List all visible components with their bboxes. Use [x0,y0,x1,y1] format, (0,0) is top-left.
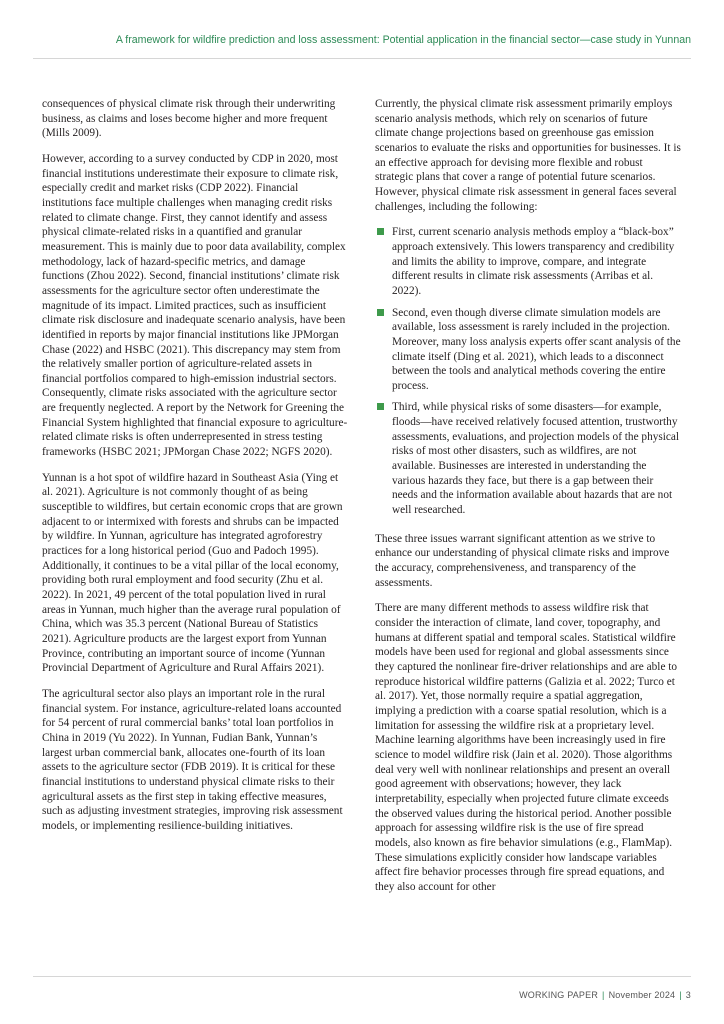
body-paragraph: These three issues warrant significant attention as we strive to enhance our understanding of physical climate risks and improve the accuracy, comprehensiveness, and transparency of the assessments. [375,532,670,589]
square-bullet-icon [377,403,384,410]
list-item [375,306,681,394]
footer-separator: | [679,990,682,1000]
list-item-text: First, current scenario analysis methods employ a “black-box” approach extensively. This lowers transparency and credibility and limits the ability to improve, compare, and integrate different results in climate risk assessments (Arribas et al. 2022). [392,226,675,297]
body-paragraph: There are many different methods to assess wildfire risk that consider the interaction of climate, land cover, topography, and humans at different spatial and temporal scales. Statistical wildfire models have been used for regional and global assessments since they captured the nonlinear fire-driver relationships and are able to reproduce historical wildfire patterns (Galizia et al. 2022; Turco et al. 2017). Yet, those normally require a spatial aggregation, implying a prediction with a coarse spatial resolution, which is a limitation for assessing the wildfire risk at a proprietary level. Machine learning algorithms have been increasingly used in fire science to model wildfire risk (Jain et al. 2020). Those algorithms deal very well with nonlinear relationships and present an overall good agreement with observations; however, they lack interpretability, especially when projected future climate exceeds the observed values during the historical period. Another possible approach for assessing wildfire risk is the use of fire spread models, also known as fire behavior simulations (e.g., FlamMap). These simulations explicitly consider how landscape variables affect fire behavior processes through fire spread equations, and they also account for other [375,602,678,893]
list-item-text: Third, while physical risks of some disasters—for example, floods—have received relatively focused attention, trustworthy assessments, evaluations, and projection models of the physical risks of most other disasters, such as wildfires, are not available. Businesses are interested in understanding the various hazards they face, but there is a gap between their needs and the information available about hazards that are not well researched. [392,401,680,517]
right-column [375,97,681,905]
left-column [42,97,348,845]
page-footer [519,990,691,1000]
square-bullet-icon [377,309,384,316]
page-number: 3 [685,990,691,1000]
square-bullet-icon [377,228,384,235]
list-item [375,225,681,298]
body-paragraph: The agricultural sector also plays an important role in the rural financial system. For instance, agriculture-related loans accounted for 54 percent of rural commercial banks’ total loan portfolios in China in 2019 (Yu 2022). In Yunnan, Fudian Bank, Yunnan’s largest urban commercial bank, allocates one-fourth of its loan assets to the agriculture sector (FDB 2019). It is critical for these financial institutions to understand physical climate risks to their agricultural assets as the first step in taking effective measures, such as adjusting investment strategies, improving risk assessment models, or implementing resilience-building initiatives. [42,687,343,832]
intro-paragraph: Currently, the physical climate risk assessment primarily employs scenario analysis methods, which rely on scenarios of future climate change projections based on greenhouse gas emission scenarios to evaluate the risks and opportunities for businesses. It is an effective approach for devising more flexible and robust strategic plans that cover a range of potential future scenarios. However, physical climate risk assessment in general faces several challenges, including the following: [375,98,681,213]
list-item [375,400,681,517]
header-divider [33,58,691,59]
footer-date: November 2024 [608,990,676,1000]
body-paragraph: Yunnan is a hot spot of wildfire hazard in Southeast Asia (Ying et al. 2021). Agriculture is not commonly thought of as being susceptible to wildfires, but certain economic crops that are grown adjacent to or intermixed with forests and shrubs can be impacted by wildfire. In Yunnan, agriculture has integrated agroforestry practices for a long historical period (Guo and Padoch 1995). Additionally, it continues to be a vital pillar of the local economy, providing both rural employment and food security (Zhu et al. 2022). In 2021, 49 percent of the total population lived in rural areas in Yunnan, much higher than the average rural population of China, which was 35.3 percent (National Bureau of Statistics 2021). Agriculture products are the largest export from Yunnan Province, contributing an important source of income (Yunnan Provincial Department of Agriculture and Rural Affairs 2021). [42,471,343,675]
footer-separator: | [602,990,605,1000]
challenges-list [375,225,681,517]
body-paragraph: consequences of physical climate risk through their underwriting business, as claims and loses become higher and more frequent (Mills 2009). [42,98,336,140]
list-item-text: Second, even though diverse climate simulation models are available, loss assessment is rarely included in the projection. Moreover, many loss analysis experts offer scant analysis of the climate itself (Ding et al. 2021), which leads to a disconnect between the tools and analytical methods covering the entire process. [392,306,681,392]
footer-series: WORKING PAPER [519,990,599,1000]
body-paragraph: However, according to a survey conducted by CDP in 2020, most financial institutions underestimate their exposure to climate risk, especially credit and market risks (CDP 2022). Financial institutions face multiple challenges when managing credit risks related to climate change. First, they cannot identify and assess physical climate-related risks in a quantified and granular measurement. This is mainly due to poor data availability, complex methodology, lack of hazard-specific metrics, and damage functions (Zhou 2022). Second, financial institutions’ climate risk assessments for the agriculture sector often underestimate the magnitude of its impact. Limited practices, such as insufficient climate risk disclosure and inadequate scenario analysis, have been identified in reports by major financial institutions like JPMorgan Chase (2022) and HSBC (2021). This discrepancy may stem from the relatively smaller portion of agriculture-related assets in financial portfolios compared to high-emission industrial sectors. Consequently, climate risks associated with the agriculture sector are frequently neglected. A report by the Network for Greening the Financial System highlighted that financial exposure to agriculture-related climate risks is often underrepresented in stress testing frameworks (HSBC 2021; JPMorgan Chase 2022; NGFS 2020). [42,152,348,459]
running-header: A framework for wildfire prediction and loss assessment: Potential application in the financial sector—case study in Yunnan [115,34,691,46]
footer-divider [33,976,691,977]
